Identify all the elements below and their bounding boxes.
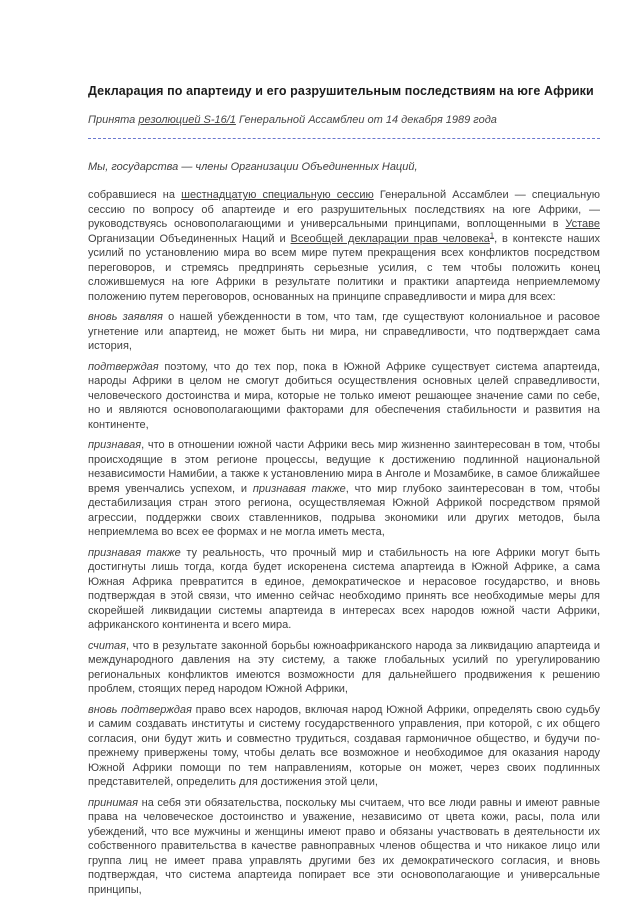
paragraph — [88, 310, 600, 354]
paragraph — [88, 188, 600, 304]
subtitle-prefix: Принята — [88, 113, 139, 126]
text-run: , что мир глубоко заинтересован в том, чтобы дестабилизация стран этого региона, осуществляемая Южной Африкой посредством прямой агрессии, поддержки своих ставленников, подрыва экономики или других методов, была неприемлема во всех ее формах и не могла иметь места, — [88, 482, 600, 539]
paragraph — [88, 703, 600, 790]
text-run: собравшиеся на — [88, 189, 182, 202]
inline-link[interactable]: шестнадцатую специальную сессию — [181, 189, 374, 202]
document-container — [88, 84, 600, 903]
text-run: , что в результате законной борьбы южноафриканского народа за ликвидацию апартеида и международного давления на эту систему, а также глобальных усилий по урегулированию региональных конфликтов имеются возможности для дальнейшего продвижения к решению проблем, стоящих перед народом Южной Африки, — [88, 639, 600, 696]
text-run: Мы, государства — члены Организации Объединенных Наций, — [88, 160, 418, 173]
paragraph — [88, 160, 600, 175]
text-run: Организации Объединенных Наций и — [88, 232, 291, 245]
paragraph — [88, 438, 600, 540]
footnote-ref[interactable]: 1 — [489, 230, 495, 240]
paragraph — [88, 796, 600, 898]
text-run: вновь заявляя — [88, 311, 163, 324]
text-run: , что в отношении южной части Африки весь мир жизненно заинтересован в том, чтобы происходящие в этом регионе процессы, ведущие к достижению подлинной национальной независимости Намибии, а также к установлению мира в Анголе и Мозамбике, в самое ближайшее время увенчались успехом, и — [88, 439, 600, 495]
text-run: Генеральной Ассамблеи — специальную сессию по вопросу об апартеиде и его разрушительных последствиях на юге Африки, — руководствуясь основополагающими и универсальными принципами, воплощенными в — [88, 189, 601, 231]
paragraph — [88, 360, 600, 433]
subtitle-suffix: Генеральной Ассамблеи от 14 декабря 1989 года — [235, 113, 497, 126]
inline-link[interactable]: Всеобщей декларации прав человека — [290, 232, 490, 245]
text-run: подтверждая — [88, 360, 159, 373]
text-run: вновь подтверждая — [88, 703, 192, 716]
page-title: Декларация по апартеиду и его разрушительным последствиям на юге Африки — [88, 84, 594, 98]
text-run: поэтому, что до тех пор, пока в Южной Африке существует система апартеида, народы Африки в целом не смогут добиться осуществления основных целей справедливости, человеческого достоинства и мира, которые не только имеют решающее значение сами по себе, но и являются основополагающими факторами для обеспечения стабильности и развития на континенте, — [88, 360, 600, 431]
document-body — [88, 160, 600, 898]
text-run: считая — [88, 639, 126, 652]
resolution-link[interactable]: резолюцией S-16/1 — [138, 113, 236, 126]
text-run: признавая также — [252, 482, 346, 495]
text-run: право всех народов, включая народ Южной Африки, определять свою судьбу и самим создавать институты и систему государственного управления, при которой, с их общего согласия, они будут жить и совместно трудиться, создавая гармоничное общество, и будучи по-прежнему привержены тому, чтобы делать все возможное и необходимое для оказания народу Южной Африки помощи по тем направлениям, которые он может, через своих подлинных представителей, определить для достижения этой цели, — [88, 703, 600, 789]
paragraph — [88, 639, 600, 697]
text-run: о нашей убежденности в том, что там, где существуют колониальное и расовое угнетение или апартеид, не может быть ни мира, ни справедливости, что подтверждает сама история, — [88, 311, 600, 353]
text-run: , в контексте наших усилий по установлению мира во всем мире путем прекращения всех конфликтов посредством переговоров, и стремясь предпринять серьезные усилия, с тем чтобы положить конец сложившемуся на юге Африки в результате политики и практики апартеида неприемлемому положению путем переговоров, основанных на принципе справедливости и мира для всех: — [88, 232, 600, 303]
text-run: на себя эти обязательства, поскольку мы считаем, что все люди равны и имеют равные права на человеческое достоинство и уважение, независимо от цвета кожи, расы, пола или убеждений, что все мужчины и женщины имеют право и обязаны участвовать в деятельности их собственного правительства в качестве равноправных членов общества и что никакое лицо или группа лиц не имеет права управлять другими без их демократического согласия, и вновь подтверждая, что система апартеида попирает все эти основополагающие и универсальные принципы, — [88, 796, 600, 896]
subtitle — [88, 113, 600, 127]
inline-link[interactable]: Уставе — [565, 218, 600, 231]
text-run: признавая — [88, 439, 142, 452]
text-run: принимая — [88, 796, 138, 809]
paragraph — [88, 546, 600, 633]
text-run: признавая также — [88, 546, 181, 559]
text-run: ту реальность, что прочный мир и стабильность на юге Африки могут быть достигнуты лишь тогда, когда будет искоренена система апартеида в Южной Африке, а сама Южная Африка превратится в единое, демократическое и нерасовое государство, и вновь подтверждая в этой связи, что именно сейчас необходимо принять все необходимые меры для скорейшей ликвидации системы апартеида в интересах всех народов южной части Африки, африканского континента и всего мира. — [88, 546, 601, 632]
dotted-divider — [88, 138, 600, 139]
